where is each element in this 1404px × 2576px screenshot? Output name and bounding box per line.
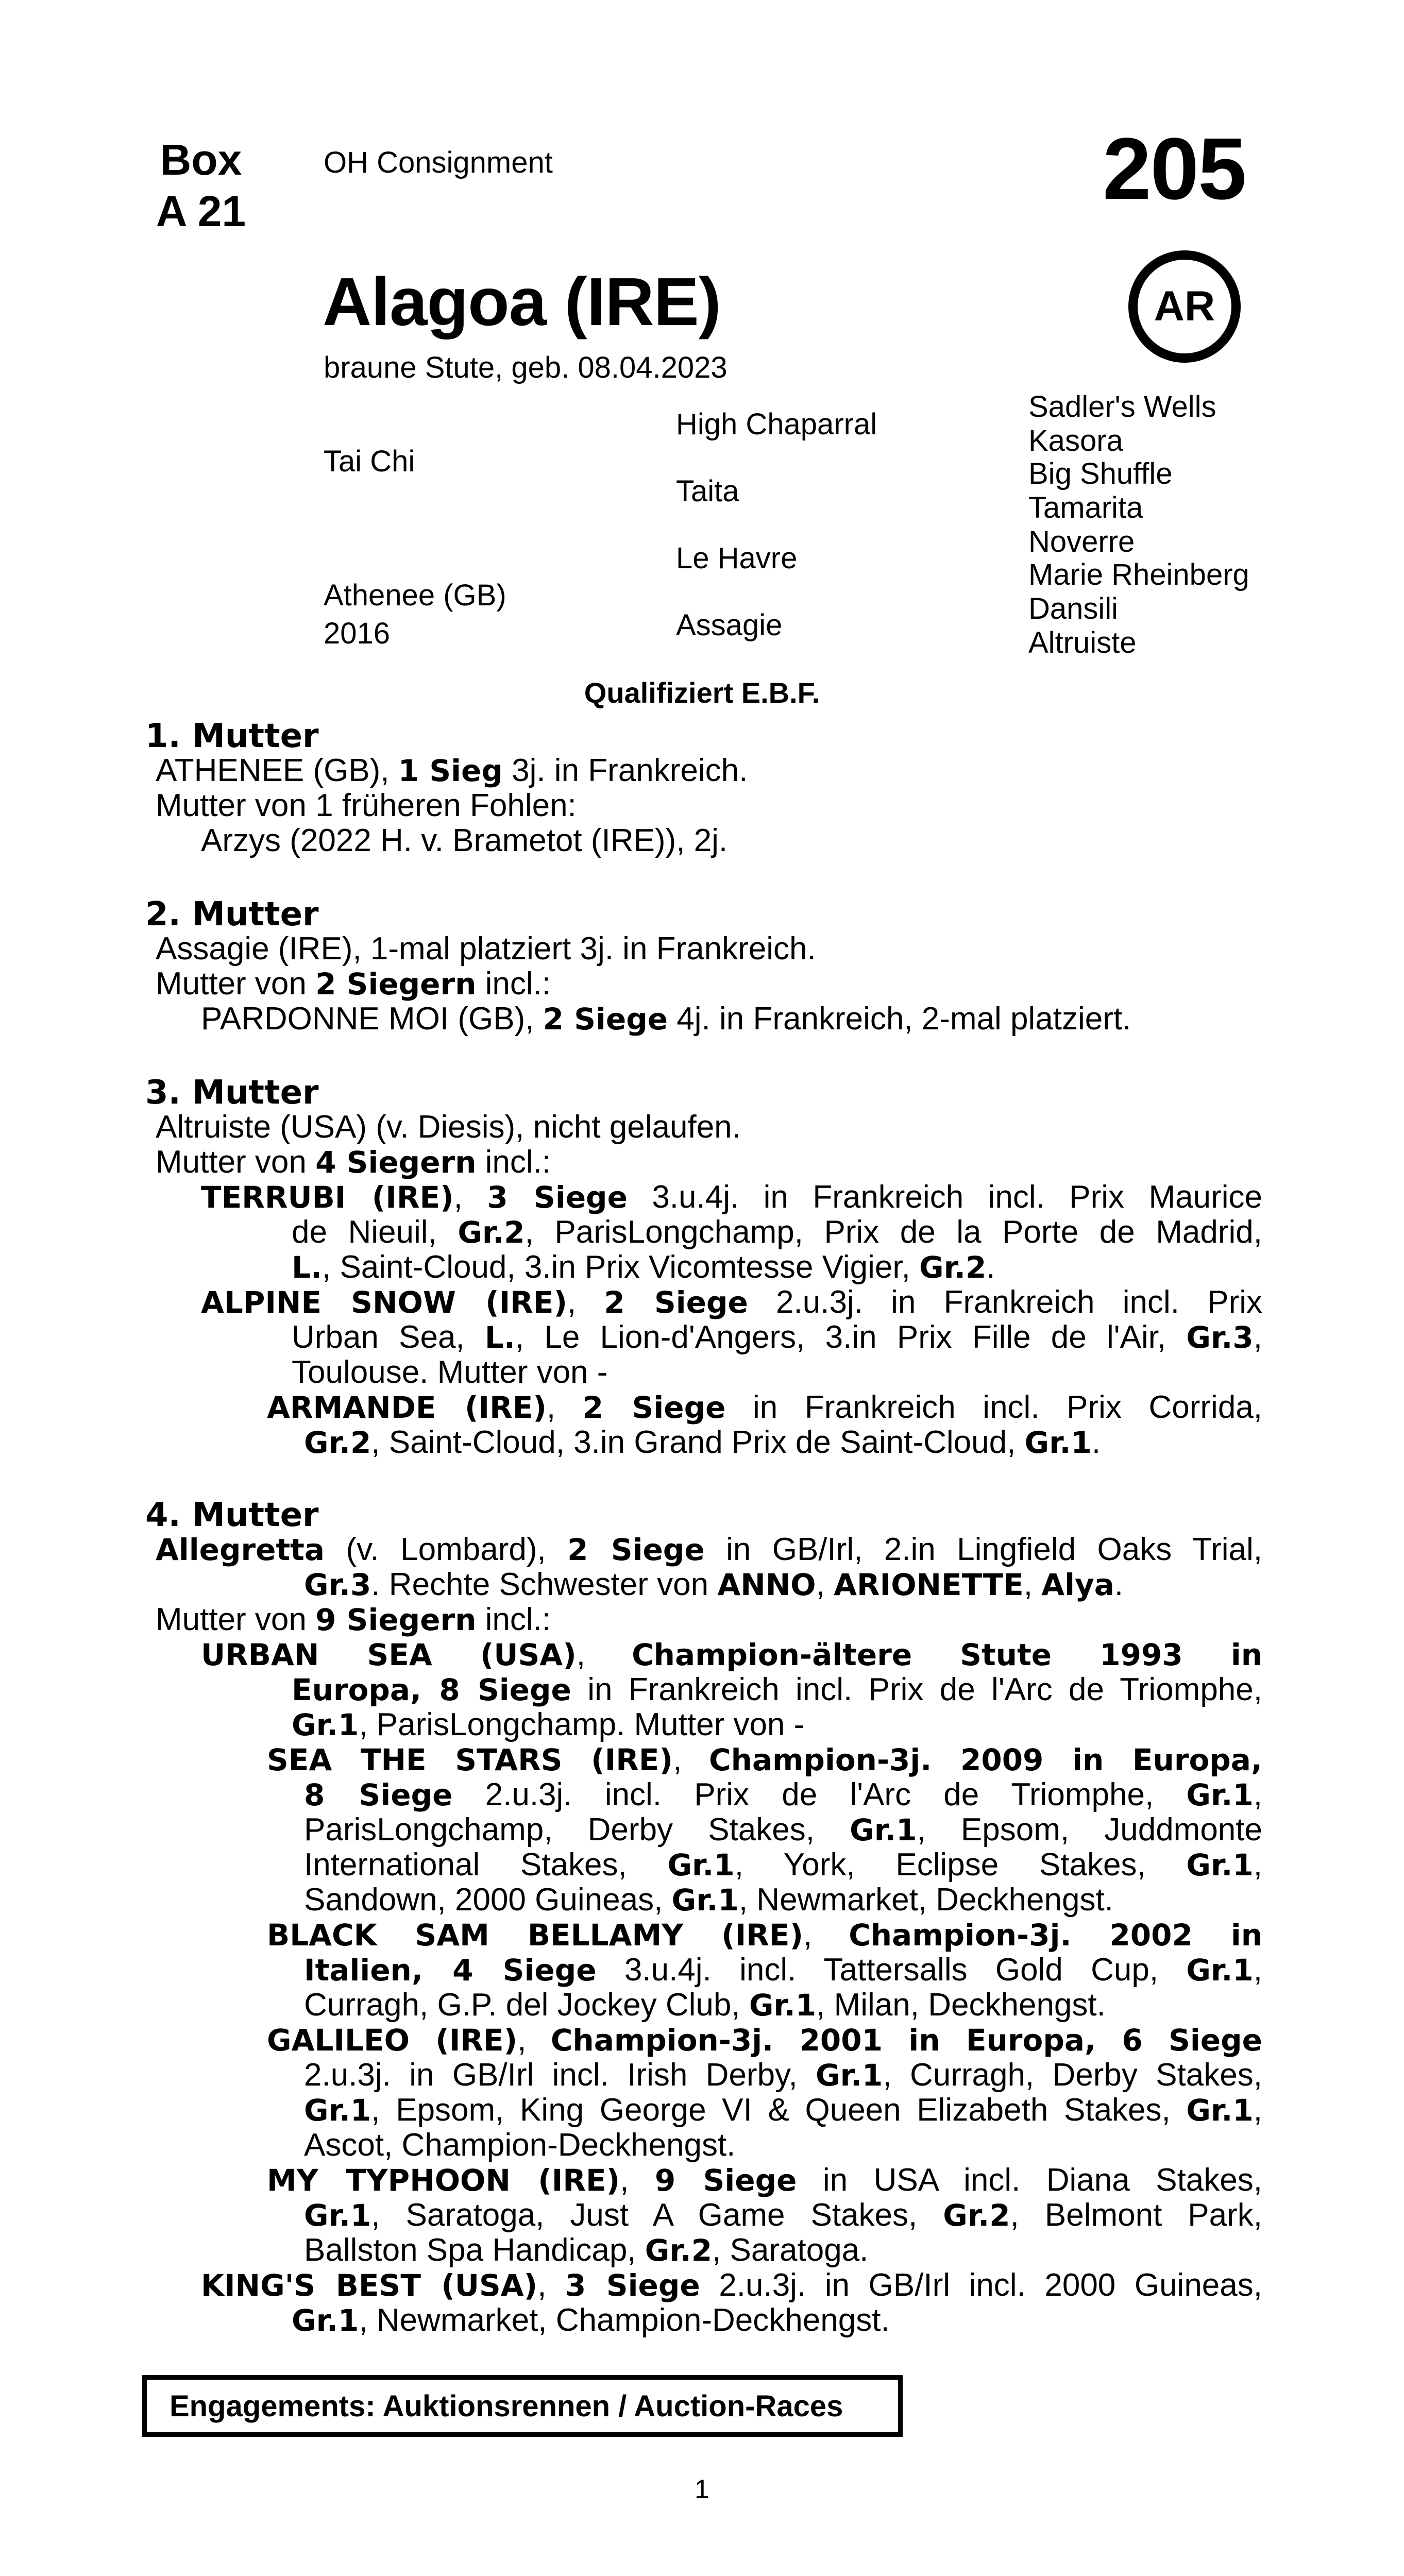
dam: Athenee (GB) [324, 579, 506, 612]
m4-line: KING'S BEST (USA), 3 Siege 2.u.3j. in GB/Irl incl. 2000 Guineas, [201, 2267, 1262, 2303]
m2-line: PARDONNE MOI (GB), 2 Siege 4j. in Frankreich, 2-mal platziert. [201, 1001, 1131, 1037]
m4-line: Sandown, 2000 Guineas, Gr.1, Newmarket, Deckhengst. [304, 1882, 1113, 1918]
m3-line: Gr.2, Saint-Cloud, 3.in Grand Prix de Saint-Cloud, Gr.1. [304, 1425, 1101, 1460]
m4-line: Curragh, G.P. del Jockey Club, Gr.1, Milan, Deckhengst. [304, 1987, 1106, 2023]
great-grandparent: Noverre [1028, 525, 1135, 558]
m3-line: L., Saint-Cloud, 3.in Prix Vicomtesse Vigier, Gr.2. [292, 1249, 995, 1285]
m3-line: Toulouse. Mutter von - [292, 1354, 608, 1390]
engagements-box [142, 2375, 903, 2437]
m1-line: ATHENEE (GB), 1 Sieg 3j. in Frankreich. [156, 753, 748, 788]
m4-line: Ballston Spa Handicap, Gr.2, Saratoga. [304, 2232, 869, 2268]
great-grandparent: Tamarita [1028, 491, 1143, 524]
m4-line: International Stakes, Gr.1, York, Eclipse Stakes, Gr.1, [304, 1847, 1262, 1883]
great-grandparent: Altruiste [1028, 626, 1137, 659]
m1-line: Arzys (2022 H. v. Brametot (IRE)), 2j. [201, 823, 728, 858]
m2-line: Mutter von 2 Siegern incl.: [156, 966, 551, 1002]
consignor: OH Consignment [324, 146, 553, 179]
great-grandparent: Sadler's Wells [1028, 390, 1216, 423]
m4-line: Allegretta (v. Lombard), 2 Siege in GB/Irl, 2.in Lingfield Oaks Trial, [156, 1532, 1262, 1567]
m1-line: Mutter von 1 früheren Fohlen: [156, 788, 577, 823]
box-number: A 21 [156, 187, 246, 235]
m4-line: GALILEO (IRE), Champion-3j. 2001 in Europa, 6 Siege [267, 2022, 1262, 2058]
ar-badge-icon [1128, 250, 1241, 363]
horse-name: Alagoa (IRE) [323, 264, 721, 340]
m4-line: Italien, 4 Siege 3.u.4j. incl. Tattersalls Gold Cup, Gr.1, [304, 1952, 1262, 1988]
great-grandparent: Big Shuffle [1028, 457, 1173, 490]
m4-line: ParisLongchamp, Derby Stakes, Gr.1, Epsom, Juddmonte [304, 1812, 1262, 1848]
m3-line: Mutter von 4 Siegern incl.: [156, 1144, 551, 1180]
m4-line: Mutter von 9 Siegern incl.: [156, 1602, 551, 1637]
m4-line: SEA THE STARS (IRE), Champion-3j. 2009 in Europa, [267, 1742, 1262, 1777]
m4-line: Gr.1, Newmarket, Champion-Deckhengst. [292, 2302, 890, 2338]
m3-line: TERRUBI (IRE), 3 Siege 3.u.4j. in Frankreich incl. Prix Maurice [201, 1179, 1262, 1215]
page-number: 1 [695, 2475, 709, 2504]
m4-line: Gr.1, Saratoga, Just A Game Stakes, Gr.2, Belmont Park, [304, 2197, 1263, 2233]
m4-line: URBAN SEA (USA), Champion-ältere Stute 1993 in [201, 1637, 1262, 1672]
grandparent: Assagie [676, 608, 783, 642]
m2-line: Assagie (IRE), 1-mal platziert 3j. in Frankreich. [156, 931, 816, 967]
sire: Tai Chi [324, 445, 415, 478]
m4-line: BLACK SAM BELLAMY (IRE), Champion-3j. 2002 in [267, 1917, 1262, 1953]
grandparent: Taita [676, 474, 739, 508]
m3-line: ALPINE SNOW (IRE), 2 Siege 2.u.3j. in Frankreich incl. Prix [201, 1284, 1262, 1320]
m4-line: 8 Siege 2.u.3j. incl. Prix de l'Arc de Triomphe, Gr.1, [304, 1777, 1262, 1812]
m4-line: Gr.3. Rechte Schwester von ANNO, ARIONETTE, Alya. [304, 1567, 1124, 1602]
box-label: Box [160, 135, 242, 184]
m4-line: Ascot, Champion-Deckhengst. [304, 2127, 736, 2163]
lot-number: 205 [1103, 120, 1246, 218]
ar-badge-label: AR [1154, 283, 1215, 330]
qualification: Qualifiziert E.B.F. [584, 676, 820, 709]
engagements-label: Engagements: Auktionsrennen / Auction-Races [170, 2389, 843, 2423]
m4-line: Gr.1, Epsom, King George VI & Queen Elizabeth Stakes, Gr.1, [304, 2092, 1262, 2128]
m4-line: 2.u.3j. in GB/Irl incl. Irish Derby, Gr.1, Curragh, Derby Stakes, [304, 2057, 1262, 2093]
section-title-1: 1. Mutter [145, 717, 319, 755]
m4-line: MY TYPHOON (IRE), 9 Siege in USA incl. Diana Stakes, [267, 2162, 1262, 2198]
section-title-3: 3. Mutter [145, 1074, 319, 1112]
grandparent: High Chaparral [676, 408, 877, 441]
m3-line: Urban Sea, L., Le Lion-d'Angers, 3.in Prix Fille de l'Air, Gr.3, [292, 1319, 1262, 1355]
great-grandparent: Kasora [1028, 424, 1123, 457]
dam-year: 2016 [324, 617, 391, 650]
m3-line: Altruiste (USA) (v. Diesis), nicht gelaufen. [156, 1109, 741, 1145]
m4-line: Gr.1, ParisLongchamp. Mutter von - [292, 1707, 805, 1742]
horse-description: braune Stute, geb. 08.04.2023 [324, 351, 728, 384]
section-title-4: 4. Mutter [145, 1496, 319, 1534]
great-grandparent: Marie Rheinberg [1028, 558, 1249, 591]
grandparent: Le Havre [676, 541, 798, 575]
great-grandparent: Dansili [1028, 592, 1119, 625]
m3-line: de Nieuil, Gr.2, ParisLongchamp, Prix de la Porte de Madrid, [292, 1214, 1263, 1250]
m3-line: ARMANDE (IRE), 2 Siege in Frankreich incl. Prix Corrida, [267, 1389, 1263, 1425]
section-title-2: 2. Mutter [145, 895, 319, 934]
m4-line: Europa, 8 Siege in Frankreich incl. Prix de l'Arc de Triomphe, [292, 1672, 1262, 1707]
